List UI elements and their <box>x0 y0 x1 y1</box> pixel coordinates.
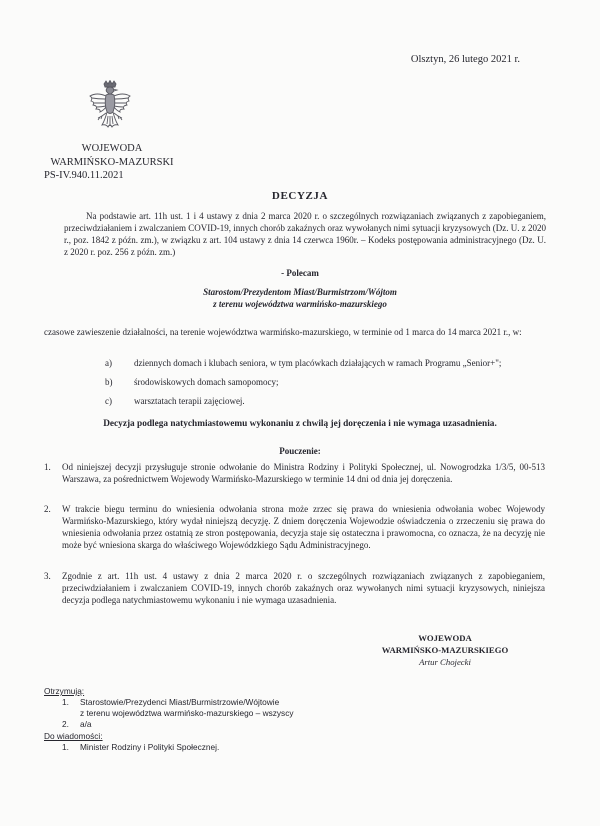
list-item-text: dziennych domach i klubach seniora, w tym placówkach działających w ramach Programu „Senior+"; <box>134 358 502 368</box>
notice-title: Pouczenie: <box>279 446 321 456</box>
list-item-mark: a) <box>105 358 112 368</box>
list-item-text: warsztatach terapii zajęciowej. <box>134 396 245 406</box>
issuing-office <box>44 142 180 183</box>
recipient-text: Starostowie/Prezydenci Miast/Burmistrzowie/Wójtowie <box>80 697 280 707</box>
legal-basis-paragraph: Na podstawie art. 11h ust. 1 i 4 ustawy z dnia 2 marca 2020 r. o szczególnych rozwiązaniach związanych z zapobieganiem, przeciwdziałaniem i zwalczaniem COVID-19, innych chorób zakaźnych oraz wywołanych nimi sytuacji kryzysowych (Dz. U. z 2020 r., poz. 1842 z późn. zm.), w związku z art. 104 ustawy z dnia 14 czerwca 1960r. – Kodeks postępowania administracyjnego (Dz. U. z 2020 r. poz. 256 z późn. zm.) <box>64 211 546 257</box>
list-item-text: środowiskowych domach samopomocy; <box>134 377 279 387</box>
notice-text: Od niniejszej decyzji przysługuje stronie odwołanie do Ministra Rodziny i Polityki Społecznej, ul. Nowogrodzka 1/3/5, 00-513 Warszawa, za pośrednictwem Wojewody Warmińsko-Mazurskiego w terminie 14 dni od dnia jej doręczenia. <box>62 462 545 484</box>
addressee <box>0 287 600 310</box>
signatory-name: Artur Chojecki <box>419 657 471 667</box>
bullet-mark: - <box>281 268 287 278</box>
recipient-text: z terenu województwa warmińsko-mazurskiego – wszyscy <box>80 708 294 718</box>
notice-text: W trakcie biegu terminu do wniesienia odwołania strona może zrzec się prawa do wniesienia odwołania wobec Wojewody Warmińsko-Mazurskiego, który wydał niniejszą decyzję. Z dniem doręczenia Wojewodzie oświadczenia o zrzeczeniu się prawa do wniesienia odwołania przez ostatnią ze stron postępowania, decyzja staje się ostateczna i prawomocna, co oznacza, że na decyzję nie może być wniesiona skarga do właściwego Wojewódzkiego Sądu Administracyjnego. <box>62 504 545 550</box>
recipient-number: 1. <box>62 697 69 707</box>
office-line-1: WOJEWODA <box>81 143 143 154</box>
list-item-mark: c) <box>105 396 112 406</box>
office-line-2: WARMIŃSKO-MAZURSKI <box>50 156 174 168</box>
place-date: Olsztyn, 26 lutego 2021 r. <box>410 54 520 65</box>
notice-text: Zgodnie z art. 11h ust. 4 ustawy z dnia 2 marca 2020 r. o szczególnych rozwiązaniach związanych z zapobieganiem, przeciwdziałaniem i zwalczaniem COVID-19, innych chorób zakaźnych oraz wywołanych nimi sytuacji kryzysowych, niniejsza decyzja podlega natychmiastowemu wykonaniu i nie wymaga uzasadnienia. <box>62 571 545 605</box>
info-recipient-number: 1. <box>62 742 69 752</box>
notice-number: 1. <box>44 462 51 472</box>
order-word: Polecam <box>286 268 319 278</box>
info-recipients-title: Do wiadomości: <box>44 731 103 741</box>
notice-number: 2. <box>44 504 51 514</box>
recipients-title: Otrzymują: <box>44 686 85 696</box>
reference-number: PS-IV.940.11.2021 <box>44 170 124 181</box>
addressee-line-2: z terenu województwa warmińsko-mazurskiego <box>213 298 387 309</box>
recipient-item <box>44 719 103 730</box>
suspension-paragraph: czasowe zawieszenie działalności, na terenie województwa warmińsko-mazurskiego, w terminie od 1 marca do 14 marca 2021 r., w: <box>44 327 522 337</box>
notice-number: 3. <box>44 571 51 581</box>
list-item-mark: b) <box>105 377 113 387</box>
recipient-number: 2. <box>62 719 69 729</box>
recipient-item <box>44 697 280 708</box>
signature-block <box>355 632 535 668</box>
order-heading <box>0 267 600 279</box>
recipient-item-continued <box>44 708 294 719</box>
signature-line-1: WOJEWODA <box>418 633 472 643</box>
recipients-section <box>44 686 294 753</box>
polish-eagle-emblem-icon <box>87 80 133 136</box>
addressee-line-1: Starostom/Prezydentom Miast/Burmistrzom/Wójtom <box>203 287 397 297</box>
info-recipient-text: Minister Rodziny i Polityki Społecznej. <box>80 742 220 752</box>
signature-line-2: WARMIŃSKO-MAZURSKIEGO <box>381 645 509 655</box>
execution-statement: Decyzja podlega natychmiastowemu wykonaniu z chwilą jej doręczenia i nie wymaga uzasadnienia. <box>103 419 497 429</box>
document-title: DECYZJA <box>271 190 329 202</box>
info-recipient-item <box>44 742 220 753</box>
recipient-text: a/a <box>80 719 92 729</box>
